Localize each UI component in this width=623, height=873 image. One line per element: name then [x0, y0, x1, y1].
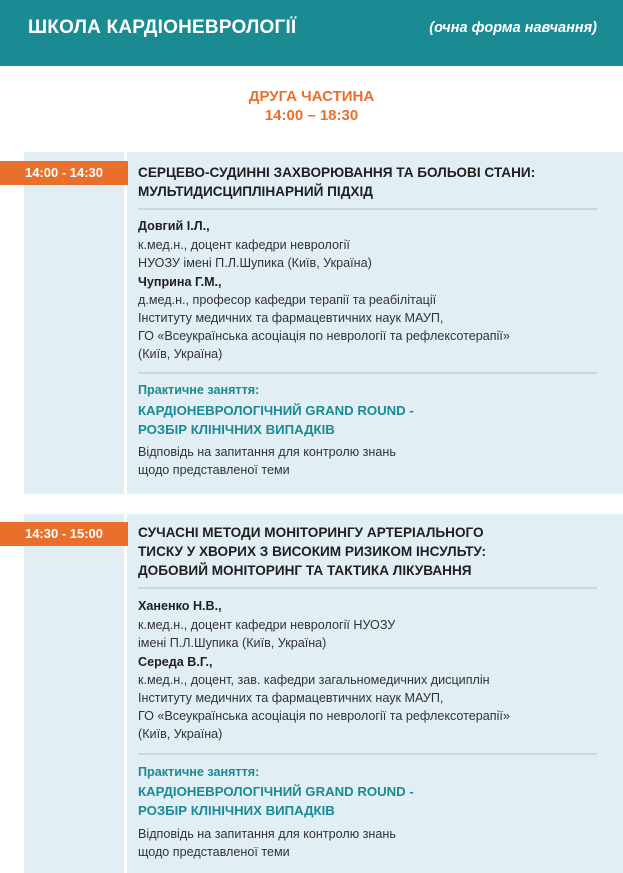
practice-description: щодо представленої теми [138, 845, 290, 859]
session-left-column [24, 152, 127, 494]
session-left-column [24, 514, 127, 873]
speaker-details: к.мед.н., доцент, зав. кафедри загальномедичних дисциплін [138, 673, 490, 687]
speaker-details: (Київ, Україна) [138, 347, 223, 361]
practice-description: Відповідь на запитання для контролю знань [138, 827, 396, 841]
speaker-details: ГО «Всеукраїнська асоціація по неврології та рефлексотерапії» [138, 709, 510, 723]
practice-label: Практичне заняття: [138, 765, 260, 779]
speaker-details: ГО «Всеукраїнська асоціація по неврології та рефлексотерапії» [138, 329, 510, 343]
part-title: ДРУГА ЧАСТИНА [248, 88, 375, 105]
speaker-details: к.мед.н., доцент кафедри неврології [138, 238, 350, 252]
speaker-details: к.мед.н., доцент кафедри неврології НУОЗУ [138, 618, 396, 632]
speaker-details: (Київ, Україна) [138, 727, 223, 741]
speaker-details: Інституту медичних та фармацевтичних наук МАУП, [138, 691, 444, 705]
part-time: 14:00 – 18:30 [264, 107, 359, 124]
divider [138, 208, 597, 210]
speaker-name: Ханенко Н.В., [138, 599, 222, 613]
practice-label: Практичне заняття: [138, 383, 260, 397]
session-title-line: ДОБОВИЙ МОНІТОРИНГ ТА ТАКТИКА ЛІКУВАННЯ [138, 563, 472, 578]
speaker-details: НУОЗУ імені П.Л.Шупика (Київ, Україна) [138, 256, 372, 270]
speaker-name: Середа В.Г., [138, 655, 213, 669]
session-time-badge: 14:30 - 15:00 [0, 522, 128, 546]
speaker-name: Чуприна Г.М., [138, 275, 222, 289]
format-subtitle: (очна форма навчання) [429, 20, 597, 36]
session-title-line: ТИСКУ У ХВОРИХ З ВИСОКИМ РИЗИКОМ ІНСУЛЬТУ: [138, 544, 487, 559]
practice-title-line: РОЗБІР КЛІНІЧНИХ ВИПАДКІВ [138, 803, 335, 818]
speaker-details: Інституту медичних та фармацевтичних наук МАУП, [138, 311, 444, 325]
practice-title-line: РОЗБІР КЛІНІЧНИХ ВИПАДКІВ [138, 422, 335, 437]
practice-description: Відповідь на запитання для контролю знань [138, 445, 396, 459]
speaker-name: Довгий І.Л., [138, 219, 210, 233]
session-title-line: СУЧАСНІ МЕТОДИ МОНІТОРИНГУ АРТЕРІАЛЬНОГО [138, 525, 484, 540]
practice-description: щодо представленої теми [138, 463, 290, 477]
speaker-details: імені П.Л.Шупика (Київ, Україна) [138, 636, 327, 650]
practice-title-line: КАРДІОНЕВРОЛОГІЧНИЙ GRAND ROUND - [138, 784, 414, 799]
practice-title-line: КАРДІОНЕВРОЛОГІЧНИЙ GRAND ROUND - [138, 403, 414, 418]
speaker-details: д.мед.н., професор кафедри терапії та реабілітації [138, 293, 437, 307]
session-title-line: СЕРЦЕВО-СУДИННІ ЗАХВОРЮВАННЯ ТА БОЛЬОВІ СТАНИ: [138, 165, 536, 180]
school-title: ШКОЛА КАРДІОНЕВРОЛОГІЇ [28, 17, 297, 38]
session-time-badge: 14:00 - 14:30 [0, 161, 128, 185]
session-title-line: МУЛЬТИДИСЦИПЛІНАРНИЙ ПІДХІД [138, 184, 373, 199]
divider [138, 753, 597, 755]
divider [138, 372, 597, 374]
divider [138, 587, 597, 589]
page-header [0, 0, 623, 66]
